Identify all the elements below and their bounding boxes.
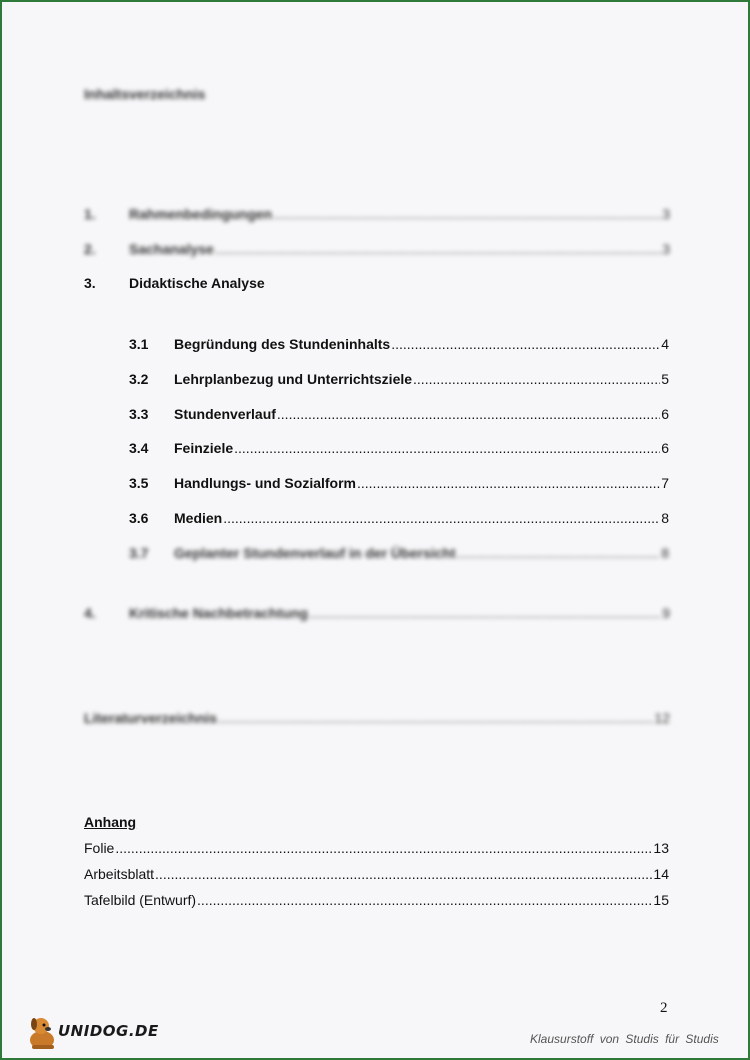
appendix-page: 14 xyxy=(653,866,669,882)
toc-number: 3.4 xyxy=(129,440,149,456)
appendix-item xyxy=(84,840,669,856)
page-number: 2 xyxy=(660,1000,668,1016)
appendix-label: Tafelbild (Entwurf) xyxy=(84,892,197,908)
toc-label: Medien xyxy=(174,510,223,526)
toc-page: 12 xyxy=(654,710,670,726)
toc-page: 6 xyxy=(661,440,669,456)
unidog-logo xyxy=(24,1012,159,1052)
toc-entry-2 xyxy=(84,241,670,257)
toc-leader xyxy=(391,336,660,352)
toc-number: 3. xyxy=(84,275,96,291)
toc-entry-3 xyxy=(84,275,670,291)
toc-entry-1 xyxy=(84,206,670,222)
toc-leader xyxy=(273,206,661,222)
toc-leader xyxy=(218,710,653,726)
appendix-page: 15 xyxy=(653,892,669,908)
toc-page: 3 xyxy=(662,241,670,257)
toc-label: Sachanalyse xyxy=(129,241,214,257)
toc-label: Didaktische Analyse xyxy=(129,275,265,291)
toc-leader xyxy=(215,241,661,257)
appendix-label: Arbeitsblatt xyxy=(84,866,155,882)
toc-page: 8 xyxy=(661,545,669,561)
toc-page: 7 xyxy=(661,475,669,491)
toc-leader xyxy=(413,371,660,387)
appendix-heading: Anhang xyxy=(84,814,137,830)
logo-text: UNIDOG.DE xyxy=(58,1022,159,1040)
dog-icon xyxy=(24,1012,60,1052)
toc-page: 8 xyxy=(661,510,669,526)
toc-page: 6 xyxy=(661,406,669,422)
toc-leader xyxy=(234,440,660,456)
appendix-label: Folie xyxy=(84,840,115,856)
toc-label: Geplanter Stundenverlauf in der Übersicht xyxy=(174,545,456,561)
toc-label: Begründung des Stundeninhalts xyxy=(174,336,391,352)
appendix-item xyxy=(84,866,669,882)
toc-label: Handlungs- und Sozialform xyxy=(174,475,356,491)
toc-entry-3-1 xyxy=(129,336,669,352)
toc-entry-3-4 xyxy=(129,440,669,456)
appendix-leader xyxy=(155,866,652,882)
toc-label: Feinziele xyxy=(174,440,234,456)
toc-page: 9 xyxy=(662,605,670,621)
toc-entry-3-3 xyxy=(129,406,669,422)
toc-entry-3-7 xyxy=(129,545,669,561)
footer-slogan: Klausurstoff von Studis für Studis xyxy=(530,1032,719,1046)
toc-number: 1. xyxy=(84,206,96,222)
toc-title: Inhaltsverzeichnis xyxy=(84,86,206,102)
appendix-leader xyxy=(115,840,652,856)
toc-page: 5 xyxy=(661,371,669,387)
toc-label: Rahmenbedingungen xyxy=(129,206,273,222)
toc-number: 2. xyxy=(84,241,96,257)
toc-number: 4. xyxy=(84,605,96,621)
toc-leader xyxy=(309,605,661,621)
toc-entry-3-2 xyxy=(129,371,669,387)
toc-entry-3-6 xyxy=(129,510,669,526)
toc-entry-bibliography xyxy=(84,710,670,726)
toc-number: 3.5 xyxy=(129,475,149,491)
toc-leader xyxy=(457,545,661,561)
toc-number: 3.7 xyxy=(129,545,149,561)
toc-page: 3 xyxy=(662,206,670,222)
toc-number: 3.2 xyxy=(129,371,149,387)
toc-label: Stundenverlauf xyxy=(174,406,276,422)
toc-leader xyxy=(357,475,660,491)
appendix-leader xyxy=(197,892,652,908)
toc-number: 3.1 xyxy=(129,336,149,352)
toc-label: Lehrplanbezug und Unterrichtsziele xyxy=(174,371,413,387)
toc-number: 3.6 xyxy=(129,510,149,526)
toc-number: 3.3 xyxy=(129,406,149,422)
toc-entry-3-5 xyxy=(129,475,669,491)
toc-page: 4 xyxy=(661,336,669,352)
toc-leader xyxy=(277,406,660,422)
toc-label: Kritische Nachbetrachtung xyxy=(129,605,308,621)
appendix-item xyxy=(84,892,669,908)
toc-entry-4 xyxy=(84,605,670,621)
toc-label: Literaturverzeichnis xyxy=(84,710,218,726)
appendix-page: 13 xyxy=(653,840,669,856)
toc-leader xyxy=(223,510,660,526)
